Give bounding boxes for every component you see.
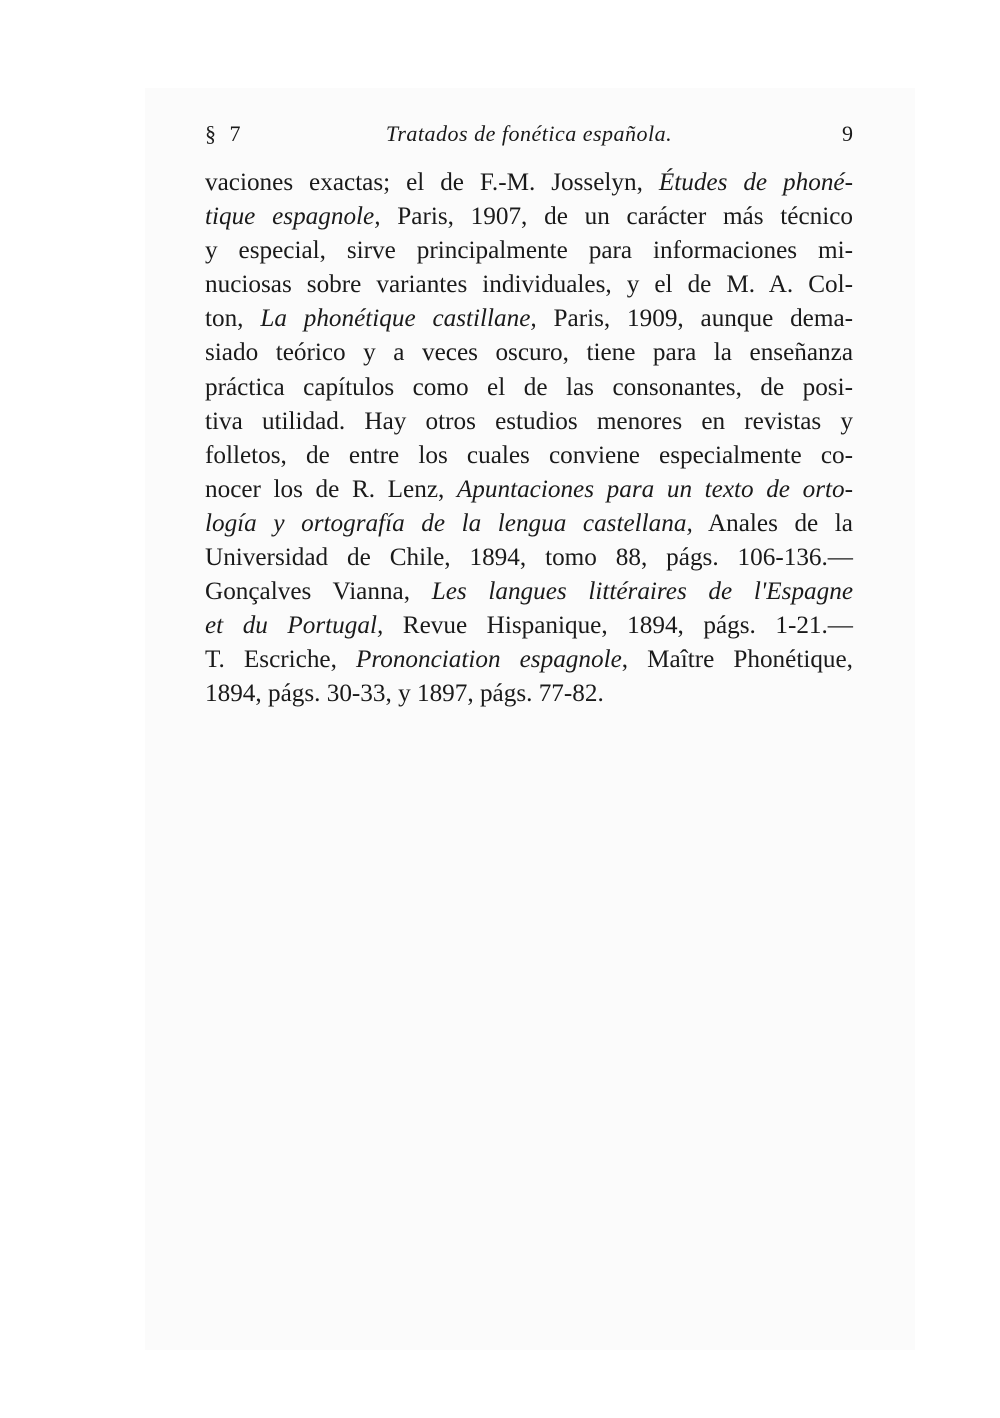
body-paragraph <box>205 166 853 712</box>
text-segment: T. Escriche, <box>205 646 356 674</box>
text-segment: Paris, 1909, aunque dema- <box>536 305 854 333</box>
text-line <box>205 507 853 541</box>
italic-title-segment: et du Portugal, <box>205 612 384 640</box>
italic-title-segment: Études de phoné- <box>658 169 853 196</box>
text-segment: Revue Hispanique, 1894, págs. 1-21.— <box>383 612 853 640</box>
text-line <box>205 200 853 234</box>
text-segment: y especial, sirve principalmente para informaciones mi- <box>205 237 853 265</box>
text-line <box>205 371 853 405</box>
text-line <box>205 405 853 439</box>
text-line <box>205 234 853 268</box>
text-segment: nuciosas sobre variantes individuales, y el de M. A. Col- <box>205 271 853 299</box>
text-line <box>205 609 853 643</box>
italic-title-segment: Apuntaciones para un texto de orto- <box>456 475 853 503</box>
text-line <box>205 473 853 507</box>
running-head <box>205 121 853 155</box>
running-title: Tratados de fonética española. <box>385 121 673 146</box>
text-segment: Anales de la <box>692 509 853 537</box>
text-segment: Universidad de Chile, 1894, tomo 88, págs. 106-136.— <box>205 544 853 572</box>
text-segment: , Maître Phonétique, <box>621 646 853 674</box>
text-segment: nocer los de R. Lenz, <box>205 475 457 503</box>
italic-title-segment: tique espagnole, <box>205 203 381 231</box>
text-line <box>205 541 853 575</box>
italic-title-segment: Les langues littéraires de l'Espagne <box>431 578 853 606</box>
text-segment: folletos, de entre los cuales conviene especialmente co- <box>205 441 853 469</box>
text-line <box>205 302 853 336</box>
text-line <box>205 677 853 711</box>
text-segment: tiva utilidad. Hay otros estudios menores en revistas y <box>205 407 853 435</box>
text-segment: 1894, págs. 30-33, y 1897, págs. 77-82. <box>205 680 604 708</box>
italic-title-segment: La phonétique castillane, <box>260 305 537 333</box>
text-segment: vaciones exactas; el de F.-M. Josselyn, <box>205 169 659 196</box>
text-line <box>205 643 853 677</box>
text-line <box>205 336 853 370</box>
text-segment: Gonçalves Vianna, <box>205 578 432 606</box>
italic-title-segment: logía y ortografía de la lengua castellana, <box>205 509 693 537</box>
text-segment: ton, <box>205 305 261 333</box>
text-line <box>205 575 853 609</box>
text-line <box>205 268 853 302</box>
section-number: § 7 <box>205 121 245 146</box>
text-line <box>205 166 853 200</box>
text-line <box>205 439 853 473</box>
italic-title-segment: Prononciation espagnole <box>355 646 622 674</box>
text-segment: práctica capítulos como el de las consonantes, de posi- <box>205 373 853 401</box>
text-segment: siado teórico y a veces oscuro, tiene para la enseñanza <box>205 339 853 367</box>
page-number: 9 <box>842 121 853 146</box>
text-segment: Paris, 1907, de un carácter más técnico <box>380 203 853 231</box>
